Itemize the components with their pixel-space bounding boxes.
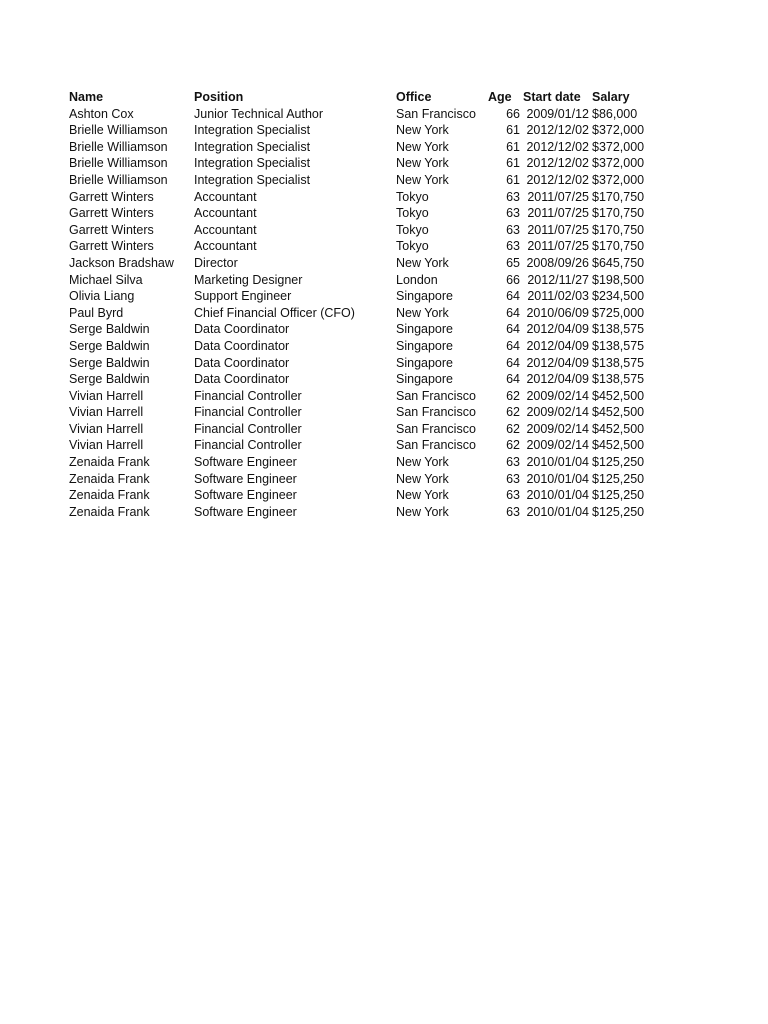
cell-position: Financial Controller (194, 388, 302, 403)
employee-table (66, 89, 648, 520)
cell-age: 61 (506, 139, 520, 154)
table-row (66, 238, 648, 255)
cell-salary: $725,000 (592, 305, 645, 320)
cell-age: 63 (506, 239, 520, 254)
cell-office: Singapore (396, 289, 453, 304)
cell-start-date: 2010/01/04 (526, 504, 589, 519)
cell-salary: $452,500 (592, 421, 645, 436)
table-row (66, 388, 648, 405)
cell-start-date: 2012/04/09 (526, 338, 589, 353)
cell-salary: $86,000 (592, 106, 638, 121)
cell-start-date: 2012/04/09 (526, 372, 589, 387)
cell-name: Zenaida Frank (69, 504, 150, 519)
cell-office: New York (396, 471, 449, 486)
table-row (66, 338, 648, 355)
cell-name: Zenaida Frank (69, 488, 150, 503)
cell-start-date: 2009/02/14 (526, 405, 589, 420)
cell-position: Data Coordinator (194, 372, 290, 387)
cell-start-date: 2009/02/14 (526, 388, 589, 403)
cell-start-date: 2011/07/25 (527, 222, 589, 237)
cell-name: Serge Baldwin (69, 355, 150, 370)
table-row (66, 404, 648, 421)
cell-name: Michael Silva (69, 272, 143, 287)
cell-office: New York (396, 504, 449, 519)
cell-start-date: 2011/07/25 (527, 206, 589, 221)
cell-position: Data Coordinator (194, 338, 290, 353)
cell-office: San Francisco (396, 421, 476, 436)
cell-salary: $170,750 (592, 239, 645, 254)
cell-start-date: 2011/07/25 (527, 239, 589, 254)
cell-salary: $138,575 (592, 355, 645, 370)
cell-salary: $452,500 (592, 438, 645, 453)
table-row (66, 189, 648, 206)
cell-age: 64 (506, 338, 520, 353)
cell-age: 64 (506, 322, 520, 337)
cell-office: Tokyo (396, 239, 429, 254)
cell-salary: $138,575 (592, 322, 645, 337)
cell-start-date: 2008/09/26 (526, 255, 589, 270)
cell-position: Data Coordinator (194, 322, 290, 337)
cell-name: Jackson Bradshaw (69, 255, 174, 270)
cell-office: New York (396, 455, 449, 470)
cell-office: New York (396, 123, 449, 138)
cell-salary: $645,750 (592, 255, 645, 270)
cell-start-date: 2009/02/14 (526, 438, 589, 453)
cell-start-date: 2012/11/27 (527, 272, 589, 287)
cell-office: San Francisco (396, 405, 476, 420)
table-row (66, 355, 648, 372)
cell-office: San Francisco (396, 438, 476, 453)
cell-salary: $234,500 (592, 289, 645, 304)
table-row (66, 471, 648, 488)
cell-age: 64 (506, 289, 520, 304)
cell-position: Financial Controller (194, 421, 302, 436)
cell-position: Marketing Designer (194, 272, 303, 287)
cell-age: 62 (506, 438, 520, 453)
cell-office: New York (396, 488, 449, 503)
cell-position: Accountant (194, 206, 257, 221)
cell-salary: $125,250 (592, 471, 645, 486)
cell-name: Serge Baldwin (69, 338, 150, 353)
cell-name: Garrett Winters (69, 206, 154, 221)
cell-salary: $170,750 (592, 189, 645, 204)
cell-position: Support Engineer (194, 289, 292, 304)
cell-position: Financial Controller (194, 405, 302, 420)
cell-office: Singapore (396, 372, 453, 387)
cell-age: 61 (506, 172, 520, 187)
cell-office: Singapore (396, 338, 453, 353)
cell-age: 62 (506, 388, 520, 403)
cell-office: New York (396, 305, 449, 320)
cell-name: Brielle Williamson (69, 139, 168, 154)
table-row (66, 272, 648, 289)
cell-name: Olivia Liang (69, 289, 135, 304)
cell-office: London (396, 272, 438, 287)
cell-office: Tokyo (396, 222, 429, 237)
cell-salary: $125,250 (592, 504, 645, 519)
cell-age: 66 (506, 272, 520, 287)
cell-name: Serge Baldwin (69, 322, 150, 337)
cell-position: Chief Financial Officer (CFO) (194, 305, 355, 320)
table-row (66, 288, 648, 305)
table-row (66, 205, 648, 222)
cell-name: Zenaida Frank (69, 471, 150, 486)
cell-position: Accountant (194, 189, 257, 204)
table-row (66, 487, 648, 504)
cell-position: Junior Technical Author (194, 106, 324, 121)
cell-position: Data Coordinator (194, 355, 290, 370)
cell-salary: $125,250 (592, 455, 645, 470)
cell-start-date: 2010/06/09 (526, 305, 589, 320)
table-row (66, 222, 648, 239)
cell-position: Software Engineer (194, 504, 297, 519)
cell-salary: $198,500 (592, 272, 645, 287)
cell-office: New York (396, 156, 449, 171)
cell-salary: $170,750 (592, 222, 645, 237)
cell-start-date: 2012/12/02 (526, 172, 589, 187)
cell-salary: $372,000 (592, 123, 645, 138)
table-body (66, 106, 648, 521)
table-row (66, 454, 648, 471)
cell-start-date: 2010/01/04 (526, 488, 589, 503)
cell-name: Ashton Cox (69, 106, 134, 121)
cell-start-date: 2012/12/02 (526, 156, 589, 171)
table-row (66, 172, 648, 189)
cell-name: Vivian Harrell (69, 388, 144, 403)
cell-start-date: 2009/02/14 (526, 421, 589, 436)
cell-age: 61 (506, 123, 520, 138)
cell-office: Singapore (396, 322, 453, 337)
table-header-row (66, 89, 648, 106)
cell-position: Financial Controller (194, 438, 302, 453)
cell-age: 61 (506, 156, 520, 171)
cell-age: 62 (506, 421, 520, 436)
cell-office: New York (396, 172, 449, 187)
cell-position: Director (194, 255, 238, 270)
cell-name: Brielle Williamson (69, 172, 168, 187)
cell-salary: $125,250 (592, 488, 645, 503)
table-row (66, 437, 648, 454)
cell-age: 63 (506, 189, 520, 204)
cell-position: Software Engineer (194, 471, 297, 486)
column-header-age: Age (488, 90, 512, 104)
cell-position: Software Engineer (194, 488, 297, 503)
cell-salary: $452,500 (592, 388, 645, 403)
cell-office: San Francisco (396, 388, 476, 403)
table-row (66, 321, 648, 338)
cell-name: Paul Byrd (69, 305, 124, 320)
cell-start-date: 2012/12/02 (526, 139, 589, 154)
table-row (66, 139, 648, 156)
column-header-office: Office (396, 90, 432, 104)
table-row (66, 106, 648, 123)
cell-salary: $372,000 (592, 172, 645, 187)
cell-position: Integration Specialist (194, 139, 311, 154)
cell-position: Software Engineer (194, 455, 297, 470)
cell-salary: $372,000 (592, 156, 645, 171)
table-row (66, 305, 648, 322)
table-row (66, 122, 648, 139)
cell-name: Vivian Harrell (69, 405, 144, 420)
cell-start-date: 2012/04/09 (526, 322, 589, 337)
cell-position: Integration Specialist (194, 156, 311, 171)
cell-salary: $372,000 (592, 139, 645, 154)
cell-office: New York (396, 255, 449, 270)
cell-name: Vivian Harrell (69, 438, 144, 453)
column-header-name: Name (69, 90, 104, 104)
cell-age: 62 (506, 405, 520, 420)
cell-office: Tokyo (396, 206, 429, 221)
cell-start-date: 2009/01/12 (526, 106, 589, 121)
cell-age: 63 (506, 504, 520, 519)
cell-start-date: 2012/04/09 (526, 355, 589, 370)
cell-position: Integration Specialist (194, 123, 311, 138)
cell-start-date: 2011/02/03 (527, 289, 589, 304)
cell-age: 63 (506, 471, 520, 486)
cell-start-date: 2010/01/04 (526, 471, 589, 486)
cell-start-date: 2012/12/02 (526, 123, 589, 138)
cell-name: Garrett Winters (69, 222, 154, 237)
column-header-position: Position (194, 90, 244, 104)
cell-name: Vivian Harrell (69, 421, 144, 436)
cell-start-date: 2011/07/25 (527, 189, 589, 204)
cell-name: Garrett Winters (69, 189, 154, 204)
table-row (66, 421, 648, 438)
table-row (66, 255, 648, 272)
cell-office: Singapore (396, 355, 453, 370)
cell-position: Accountant (194, 239, 257, 254)
cell-age: 66 (506, 106, 520, 121)
cell-office: New York (396, 139, 449, 154)
cell-office: San Francisco (396, 106, 476, 121)
cell-office: Tokyo (396, 189, 429, 204)
cell-age: 63 (506, 455, 520, 470)
cell-name: Zenaida Frank (69, 455, 150, 470)
cell-salary: $452,500 (592, 405, 645, 420)
cell-name: Garrett Winters (69, 239, 154, 254)
cell-name: Brielle Williamson (69, 123, 168, 138)
cell-age: 63 (506, 206, 520, 221)
cell-age: 64 (506, 372, 520, 387)
table-row (66, 155, 648, 172)
table-row (66, 371, 648, 388)
cell-age: 64 (506, 355, 520, 370)
cell-salary: $170,750 (592, 206, 645, 221)
cell-position: Accountant (194, 222, 257, 237)
column-header-start-date: Start date (523, 90, 581, 104)
cell-age: 65 (506, 255, 520, 270)
cell-start-date: 2010/01/04 (526, 455, 589, 470)
column-header-salary: Salary (592, 90, 630, 104)
cell-position: Integration Specialist (194, 172, 311, 187)
cell-name: Serge Baldwin (69, 372, 150, 387)
cell-age: 63 (506, 488, 520, 503)
cell-age: 64 (506, 305, 520, 320)
cell-age: 63 (506, 222, 520, 237)
cell-salary: $138,575 (592, 338, 645, 353)
cell-name: Brielle Williamson (69, 156, 168, 171)
table-row (66, 504, 648, 521)
cell-salary: $138,575 (592, 372, 645, 387)
